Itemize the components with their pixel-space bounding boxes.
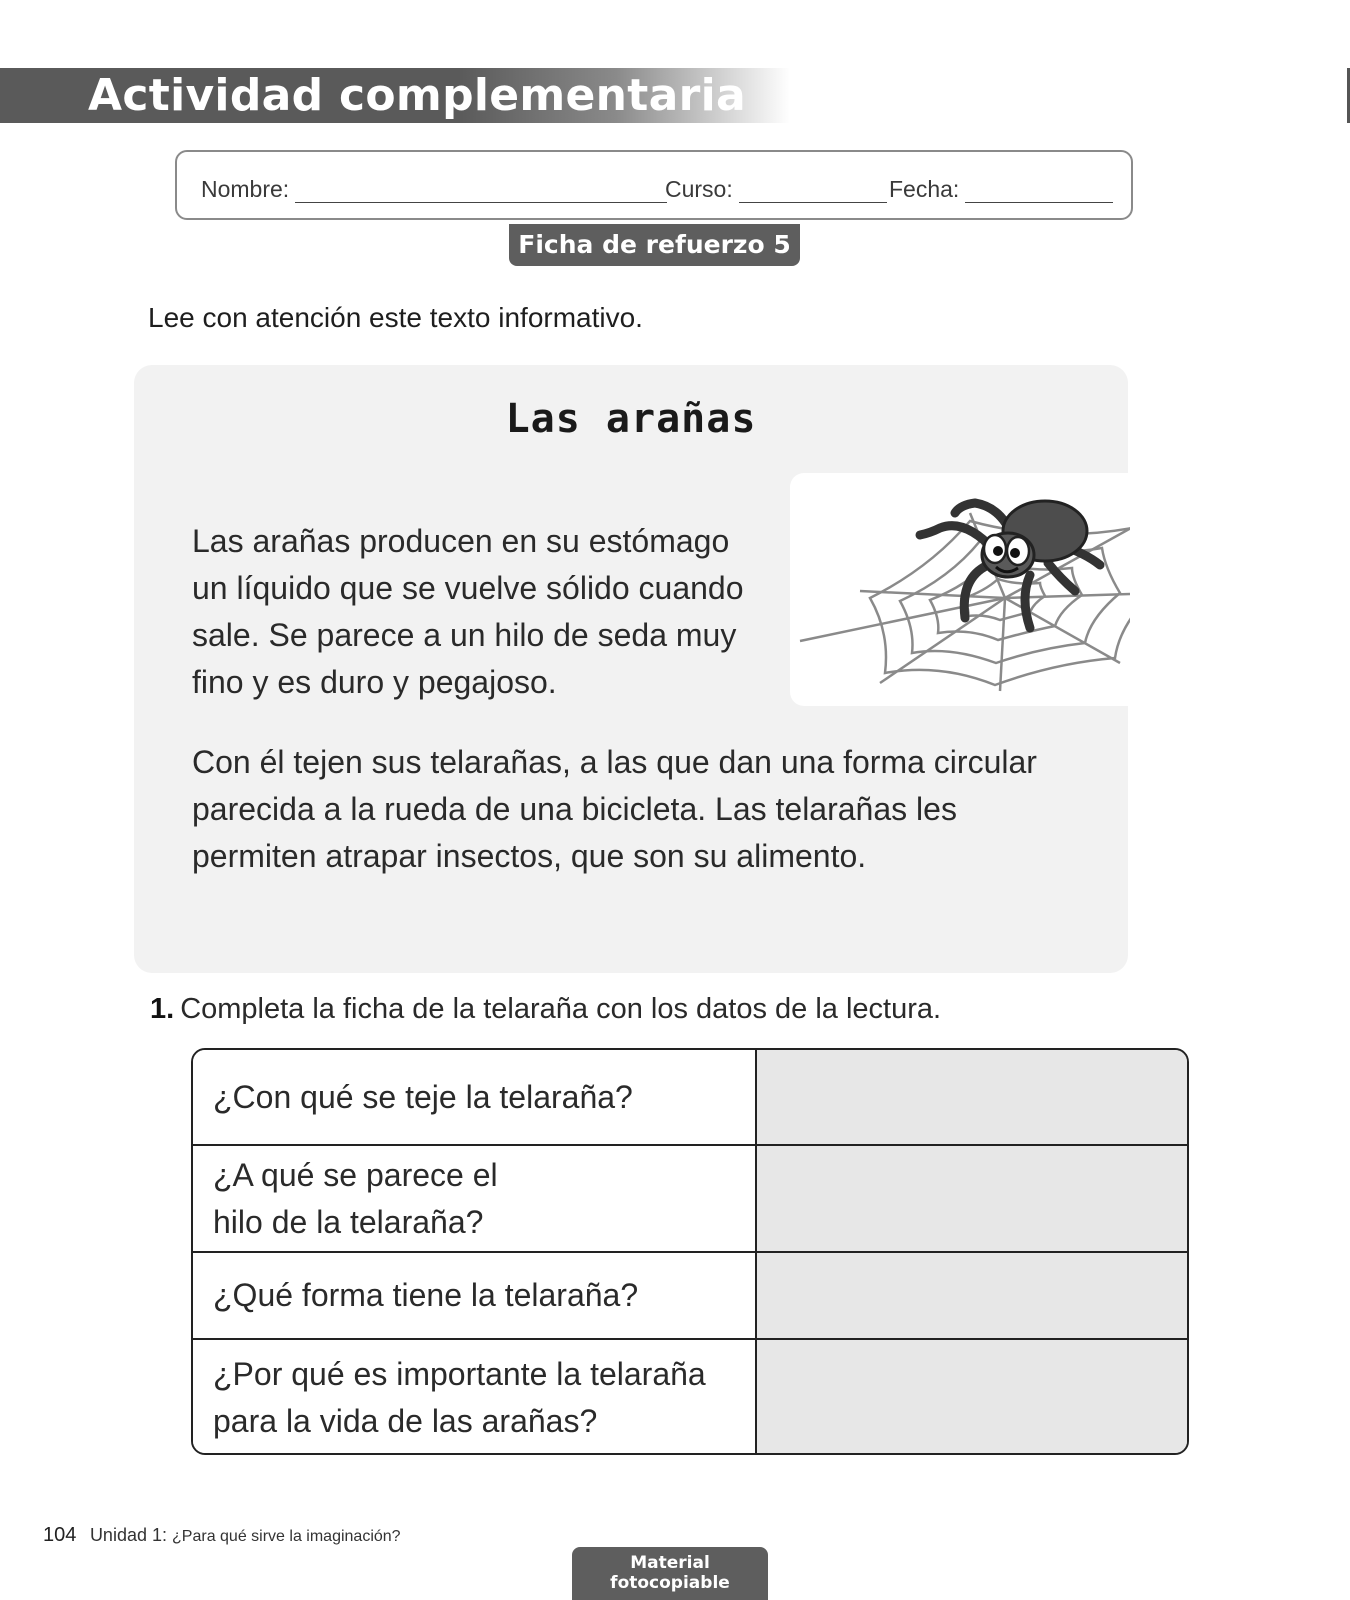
exercise-number: 1.: [150, 993, 175, 1025]
course-field[interactable]: [665, 176, 887, 203]
course-line[interactable]: [739, 176, 887, 203]
reading-paragraph-1: [192, 518, 744, 706]
name-field[interactable]: [201, 176, 667, 203]
question-cell: [193, 1340, 757, 1455]
table-row: [193, 1146, 1187, 1253]
reading-title: Las arañas: [505, 396, 757, 442]
answer-cell[interactable]: [757, 1050, 1187, 1144]
question-line: ¿Con qué se teje la telaraña?: [213, 1078, 633, 1115]
page-number: 104: [43, 1524, 77, 1546]
date-line[interactable]: [965, 176, 1113, 203]
question-cell: [193, 1253, 757, 1338]
answer-cell[interactable]: [757, 1146, 1187, 1251]
name-label: Nombre:: [201, 176, 290, 202]
question-line: para la vida de las arañas?: [213, 1402, 598, 1439]
table-row: [193, 1050, 1187, 1146]
text-line: parecida a la rueda de una bicicleta. Las telarañas les: [192, 791, 957, 827]
text-line: Con él tejen sus telarañas, a las que dan una forma circular: [192, 744, 1037, 780]
unit-label: Unidad 1:: [89, 1525, 167, 1545]
text-line: un líquido que se vuelve sólido cuando: [192, 570, 744, 606]
worksheet-tag: Ficha de refuerzo 5: [509, 224, 800, 266]
date-label: Fecha:: [889, 176, 960, 202]
copy-note: Material fotocopiable: [572, 1547, 768, 1600]
page-footer: [43, 1524, 401, 1547]
course-label: Curso:: [665, 176, 733, 202]
answer-table: [191, 1048, 1189, 1455]
exercise-prompt-text: Completa la ficha de la telaraña con los datos de la lectura.: [180, 993, 942, 1025]
text-line: sale. Se parece a un hilo de seda muy: [192, 617, 737, 653]
question-line: ¿A qué se parece el: [213, 1156, 498, 1193]
text-line: fino y es duro y pegajoso.: [192, 664, 557, 700]
question-line: ¿Por qué es importante la telaraña: [213, 1355, 706, 1392]
table-row: [193, 1340, 1187, 1455]
date-field[interactable]: [889, 176, 1113, 203]
student-info-box: [175, 150, 1133, 220]
exercise-prompt: [150, 993, 941, 1026]
table-row: [193, 1253, 1187, 1340]
name-line[interactable]: [295, 176, 667, 203]
spider-illustration: [790, 473, 1130, 706]
question-cell: [193, 1050, 757, 1144]
question-cell: [193, 1146, 757, 1251]
text-line: permiten atrapar insectos, que son su alimento.: [192, 838, 867, 874]
instruction-text: Lee con atención este texto informativo.: [148, 302, 643, 333]
reading-paragraph-2: [192, 739, 1037, 880]
answer-cell[interactable]: [757, 1340, 1187, 1455]
answer-cell[interactable]: [757, 1253, 1187, 1338]
question-line: ¿Qué forma tiene la telaraña?: [213, 1277, 639, 1313]
text-line: Las arañas producen en su estómago: [192, 523, 730, 559]
question-line: hilo de la telaraña?: [213, 1203, 484, 1240]
unit-title: ¿Para qué sirve la imaginación?: [172, 1528, 401, 1545]
spider-on-web-icon: [790, 473, 1130, 706]
page-title: Actividad complementaria: [88, 70, 747, 121]
